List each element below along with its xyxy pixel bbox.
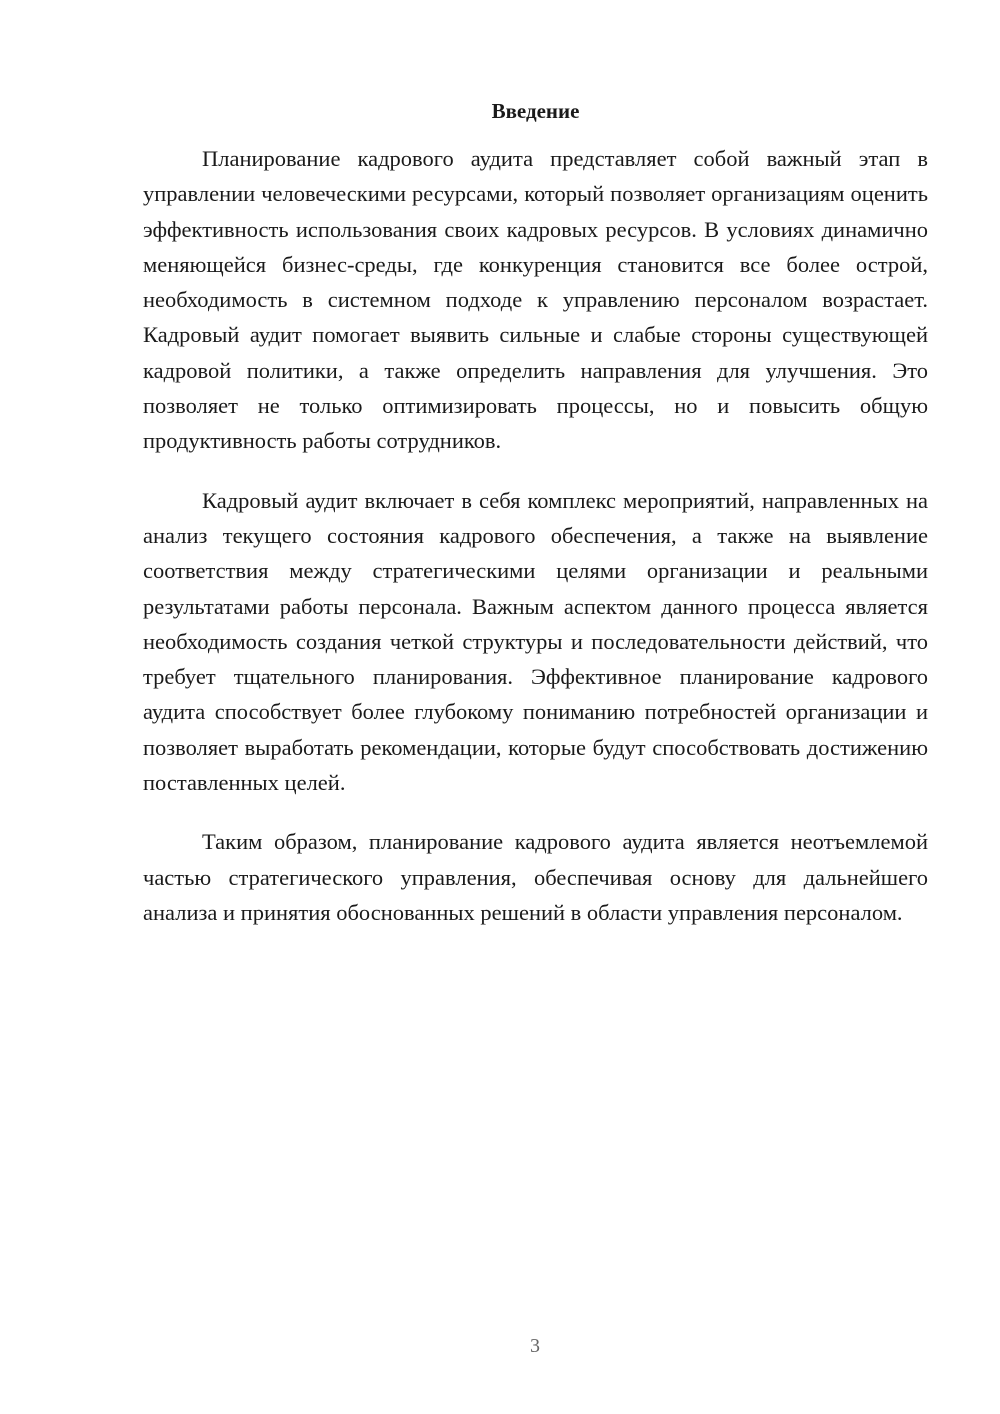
body-text [143, 141, 928, 954]
page-number: 3 [530, 1335, 540, 1357]
paragraph-2: Кадровый аудит включает в себя комплекс мероприятий, направленных на анализ текущего состояния кадрового обеспечения, а также на выявление соответствия между стратегическими целями организации и реальными результатами работы персонала. Важным аспектом данного процесса является необходимость создания четкой структуры и последовательности действий, что требует тщательного планирования. Эффективное планирование кадрового аудита способствует более глубокому пониманию потребностей организации и позволяет выработать рекомендации, которые будут способствовать достижению поставленных целей. [143, 487, 928, 796]
paragraph-1: Планирование кадрового аудита представляет собой важный этап в управлении человеческими ресурсами, который позволяет организациям оценить эффективность использования своих кадровых ресурсов. В условиях динамично меняющейся бизнес-среды, где конкуренция становится все более острой, необходимость в системном подходе к управлению персоналом возрастает. Кадровый аудит помогает выявить сильные и слабые стороны существующей кадровой политики, а также определить направления для улучшения. Это позволяет не только оптимизировать процессы, но и повысить общую продуктивность работы сотрудников. [143, 146, 928, 454]
section-title: Введение [491, 99, 580, 123]
paragraph-3: Таким образом, планирование кадрового аудита является неотъемлемой частью стратегического управления, обеспечивая основу для дальнейшего анализа и принятия обоснованных решений в области управления персоналом. [143, 829, 928, 925]
